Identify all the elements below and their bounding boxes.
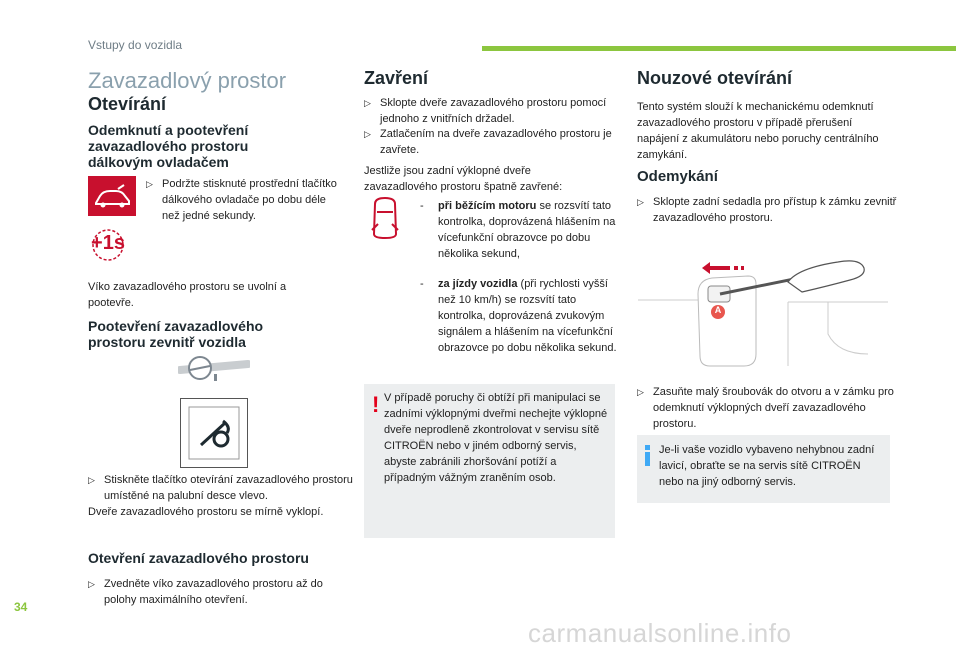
info-text: Je-li vaše vozidlo vybaveno nehybnou zadní lavicí, obraťte se na servis sítě CITROËN nebo na jiný odborný servis. (659, 444, 875, 488)
closing-bullet-2-text: Zatlačením na dveře zavazadlového prostoru je zavřete. (380, 128, 612, 156)
unlock-bullet-2-text: Zasuňte malý šroubovák do otvoru a v zámku pro odemknutí výklopných dveří zavazadlového prostoru. (653, 386, 894, 430)
warning-exclamation-icon: ! (372, 392, 380, 417)
closing-bullet-2 (364, 126, 620, 158)
car-remote-icon (88, 176, 136, 216)
engine-running-label: při běžícím motoru (438, 200, 537, 212)
open-bullet-text: Zvedněte víko zavazadlového prostoru až do polohy maximálního otevření. (104, 578, 323, 606)
driving-item: - za jízdy vozidla (při rychlosti vyšší než 10 km/h) se rozsvítí tato kontrolka, doprovázená zvukovým signálem a hlášením na vícefunkční obrazovce po dobu několika sekund. (420, 278, 617, 354)
badge-label: +1s (91, 232, 125, 254)
remote-bullet (146, 176, 338, 224)
closing-bullet-1-text: Sklopte dveře zavazadlového prostoru pomocí jednoho z vnitřních držadel. (380, 97, 607, 125)
inside-result-text: Dveře zavazadlového prostoru se mírně vyklopí. (88, 506, 324, 518)
page-title: Zavazadlový prostor (88, 68, 287, 93)
open-heading: Otevření zavazadlového prostoru (88, 550, 309, 566)
unlock-heading: Odemykání (637, 168, 718, 185)
trunk-release-button-icon (180, 398, 248, 468)
section-label: Vstupy do vozidla (88, 38, 183, 52)
bullet-arrow-icon: ▷ (364, 98, 371, 108)
inside-bullet (88, 472, 354, 504)
emergency-intro: Tento systém slouží k mechanickému odemknutí zavazadlového prostoru v případě přerušení napájení z akumulátoru nebo poruchy centrálního zamykání. (637, 101, 879, 161)
unlock-bullet-1-text: Sklopte zadní sedadla pro přístup k zámku zevnitř zavazadlového prostoru. (653, 196, 897, 224)
open-tailgate-warning-icon (368, 196, 402, 240)
unlock-bullet-1 (637, 194, 903, 226)
watermark: carmanualsonline.info (528, 618, 792, 648)
open-bullet (88, 576, 354, 608)
header-accent-bar (482, 46, 956, 51)
closing-bullet-1 (364, 95, 620, 127)
opening-heading: Otevírání (88, 94, 167, 114)
bullet-arrow-icon: ▷ (88, 579, 95, 589)
warning-box (364, 384, 615, 538)
unlock-bullet-2 (637, 384, 903, 432)
steering-wheel-icon (178, 354, 250, 384)
remote-bullet-text: Podržte stisknuté prostřední tlačítko dálkového ovladače po dobu déle než jedné sekundy. (162, 178, 337, 222)
driving-label: za jízdy vozidla (438, 278, 518, 290)
closing-heading: Zavření (364, 68, 429, 88)
bullet-arrow-icon: ▷ (637, 197, 644, 207)
emergency-lock-illustration (638, 254, 888, 372)
bullet-arrow-icon: ▷ (88, 475, 95, 485)
bullet-arrow-icon: ▷ (364, 129, 371, 139)
emergency-heading: Nouzové otevírání (637, 68, 793, 88)
remote-heading: Odemknutí a pootevření zavazadlového prostoru dálkovým ovladačem (88, 122, 249, 170)
engine-running-item: - při běžícím motoru se rozsvítí tato kontrolka, doprovázená hlášením na vícefunkční obrazovce po dobu několika sekund, (420, 200, 616, 260)
bad-closure-intro: Jestliže jsou zadní výklopné dveře zavazadlového prostoru špatně zavřené: (364, 165, 563, 193)
info-icon (645, 445, 651, 465)
plus-one-second-icon (84, 228, 132, 262)
page-number: 34 (14, 600, 28, 614)
warning-text: V případě poruchy či obtíží při manipulaci se zadními výklopnými dveřmi nechejte výklopné dveře neprodleně zkontrolovat v servisu sítě CITROËN nebo v jiném odborný servis, abyste zabránili zhoršování potíží a případným vážným zraněním osob. (384, 392, 608, 484)
bullet-arrow-icon: ▷ (146, 179, 153, 189)
driving-text: (při rychlosti vyšší než 10 km/h) se rozsvítí tato kontrolka, doprovázená zvukovým signálem a hlášením na vícefunkční obrazovce po dobu několika sekund. (438, 278, 617, 354)
bullet-arrow-icon: ▷ (637, 387, 644, 397)
inside-heading: Pootevření zavazadlového prostoru zevnitř vozidla (88, 318, 264, 350)
lid-release-text: Víko zavazadlového prostoru se uvolní a pootevře. (88, 281, 287, 309)
info-box (637, 435, 890, 503)
engine-running-text: se rozsvítí tato kontrolka, doprovázená hlášením na vícefunkční obrazovce po dobu několika sekund, (438, 200, 616, 260)
marker-a-label: A (714, 305, 722, 315)
inside-bullet-text: Stiskněte tlačítko otevírání zavazadlového prostoru umístěné na palubní desce vlevo. (104, 474, 353, 502)
